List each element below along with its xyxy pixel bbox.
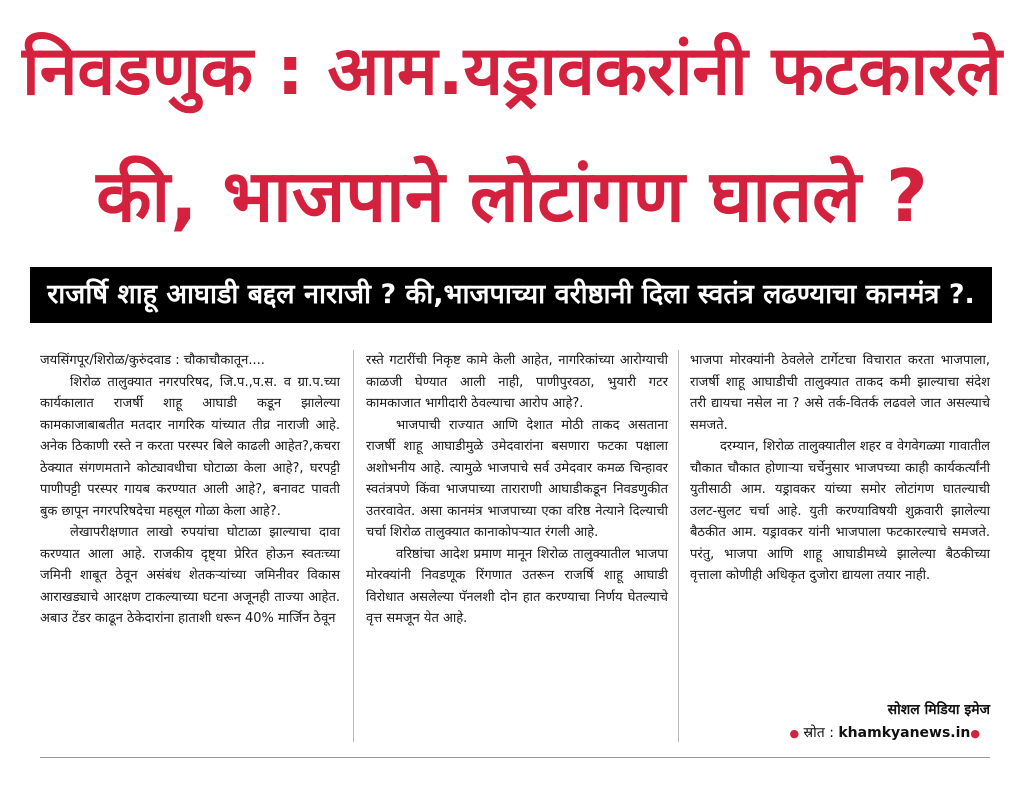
article-paragraph: भाजपा मोरक्यांनी ठेवलेले टार्गेटचा विचारात करता भाजपाला, राजर्षी शाहू आघाडीची तालुक्यात ताकद कमी झाल्याचा संदेश तरी द्यायचा नसेल ना ? असे तर्क-वितर्क लढवले जात असल्याचे समजते.	[690, 353, 990, 433]
article-paragraph: भाजपाची राज्यात आणि देशात मोठी ताकद असताना राजर्षी शाहू आघाडीमुळे उमेदवारांना बसणारा फटका पक्षाला अशोभनीय आहे. त्यामुळे भाजपाचे सर्व उमेदवार कमळ चिन्हावर स्वतंत्रपणे किंवा भाजपाच्या ताराराणी आघाडीकडून निवडणुकीत उतरवावेत. असा कानमंत्र भाजपाच्या एका वरिष्ठ नेत्याने दिल्याची चर्चा शिरोळ तालुक्यात कानाकोपऱ्यात रंगली आहे.	[366, 417, 668, 540]
article-paragraph: रस्ते गटारींची निकृष्ट कामे केली आहेत, नागरिकांच्या आरोग्याची काळजी घेण्यात आली नाही, पाणीपुरवठा, भुयारी गटर कामकाजात भागीदारी ठेवल्याचा आरोप आहे?.	[366, 353, 668, 411]
article-paragraph: लेखापरीक्षणात लाखो रुपयांचा घोटाळा झाल्याचा दावा करण्यात आला आहे. राजकीय दृष्ट्या प्रेरित होऊन स्वतःच्या जमिनी शाबूत ठेवून असंबंध शेतकऱ्यांच्या जमिनीवर विकास आराखड्याचे आरक्षण टाकल्याच्या घटना अजूनही ताज्या आहेत. अबाउ टेंडर काढून ठेकेदारांना हाताशी धरून 40% मार्जिन ठेवून	[40, 525, 340, 626]
bullet-icon: ●	[789, 727, 800, 740]
source-link[interactable]: khamkyanews.in	[838, 725, 971, 741]
article-column-1	[40, 350, 340, 630]
column-divider	[678, 350, 679, 742]
bottom-divider	[40, 757, 990, 758]
source-label: स्रोत :	[803, 725, 834, 741]
article-paragraph: शिरोळ तालुक्यात नगरपरिषद, जि.प.,प.स. व ग्रा.प.च्या कार्यकालात राजर्षी शाहू आघाडी कडून झालेल्या कामकाजाबाबतीत मतदार नागरिक यांच्यात तीव्र नाराजी आहे. अनेक ठिकाणी रस्ते न करता परस्पर बिले काढली आहेत?,कचरा ठेक्यात संगणमताने कोट्यावधीचा घोटाळा केला आहे?, घरपट्टी पाणीपट्टी परस्पर गायब करण्यात आली आहे?, बनावट पावती बुक छापून नगरपरिषदेचा महसूल गोळा केला आहे?.	[40, 374, 340, 519]
headline-line-2: की, भाजपाने लोटांगण घातले ?	[96, 154, 928, 238]
article-column-3	[690, 350, 990, 587]
image-credit: सोशल मिडिया इमेज	[887, 702, 990, 718]
subheadline-banner: राजर्षि शाहू आघाडी बद्दल नाराजी ? की,भाजपाच्या वरीष्ठानी दिला स्वतंत्र लढण्याचा कानमंत्र ?.	[30, 267, 992, 323]
article-paragraph: दरम्यान, शिरोळ तालुक्यातील शहर व वेगवेगळ्या गावातील चौकात चौकात होणाऱ्या चर्चेनुसार भाजपच्या काही कार्यकर्त्यांनी युतीसाठी आम. यड्रावकर यांच्या समोर लोटांगण घातल्याची उलट-सुलट चर्चा आहे. युती करण्याविषयी शुक्रवारी झालेल्या बैठकीत आम. यड्रावकर यांनी भाजपाला फटकारल्याचे समजते. परंतु, भाजपा आणि शाहू आघाडीमध्ये झालेल्या बैठकीच्या वृत्ताला कोणीही अधिकृत दुजोरा द्यायला तयार नाही.	[690, 439, 990, 583]
source-line	[690, 723, 980, 742]
article-column-2	[366, 350, 668, 630]
headline-line-1: निवडणुक : आम.यड्रावकरांनी फटकारले	[22, 32, 1002, 111]
column-divider	[353, 350, 354, 742]
article-paragraph: वरिष्ठांचा आदेश प्रमाण मानून शिरोळ तालुक्यातील भाजपा मोरक्यांनी निवडणूक रिंगणात उतरून राजर्षि शाहू आघाडी विरोधात असलेल्या पॅनलशी दोन हात करण्याचा निर्णय घेतल्याचे वृत्त समजून येत आहे.	[366, 546, 668, 626]
bullet-icon: ●	[970, 727, 980, 740]
dateline: जयसिंगपूर/शिरोळ/कुरुंदवाड : चौकाचौकातून....	[40, 353, 265, 368]
